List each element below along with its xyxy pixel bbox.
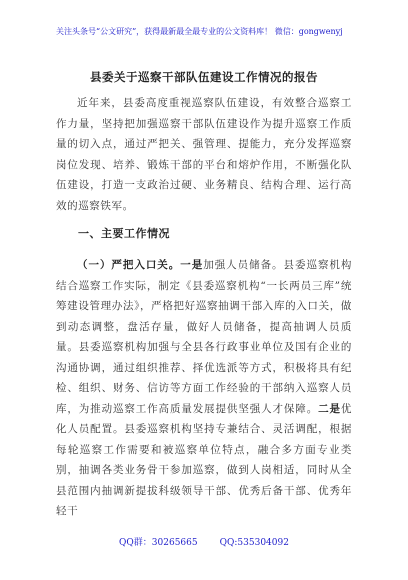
- promo-header: 关注头条号“公文研究”，获得最新最全最专业的公文资料库！ 微信：gongwenyj: [56, 27, 343, 36]
- intro-paragraph: 近年来，县委高度重视巡察队伍建设，有效整合巡察工作力量，坚持把加强巡察干部队伍建设作为提升巡察工作质量的切入点，通过严把关、强管理、提能力，充分发挥巡察岗位发现、培养、锻炼干部的平台和熔炉作用，不断强化队伍建设，打造一支政治过硬、业务精良、结构合理、运行高效的巡察铁军。: [56, 97, 352, 212]
- point-lead: 一是: [180, 259, 204, 271]
- point-text: 优化人员配置。县委巡察机构坚持专兼结合、灵活调配，根据每轮巡察工作需要和被巡察单位特点，融合多方面专业类别，抽调各类业务骨干参加巡察，做到人岗相适，同时从全县范围内抽调新提拔科级领导干部、优秀后备干部、优秀年轻干: [56, 402, 352, 517]
- subsection-heading: （一）严把入口关。: [77, 259, 181, 271]
- qq-group-contact: QQ群：30265665: [119, 538, 198, 548]
- document-title: 县委关于巡察干部队伍建设工作情况的报告: [90, 70, 318, 84]
- qq-contact: QQ:535304092: [219, 538, 289, 548]
- body-paragraph: [56, 255, 352, 522]
- page-footer: [0, 537, 408, 549]
- section-heading: 一、主要工作情况: [78, 227, 170, 240]
- point-text: 加强人员储备。县委巡察机构结合巡察工作实际，制定《县委巡察机构“一长两员三库”统筹建设管理办法》，严格把好巡察抽调干部入库的入口关，做到动态调整，盘活存量，做好人员储备，提高抽调人员质量。县委巡察机构加强与全县各行政事业单位及国有企业的沟通协调，通过组织推荐、择优选派等方式，积极将具有纪检、组织、财务、信访等方面工作经验的干部纳入巡察人员库，为推动巡察工作高质量发展提供坚强人才保障。: [56, 259, 352, 415]
- point-lead: 二是: [318, 402, 341, 415]
